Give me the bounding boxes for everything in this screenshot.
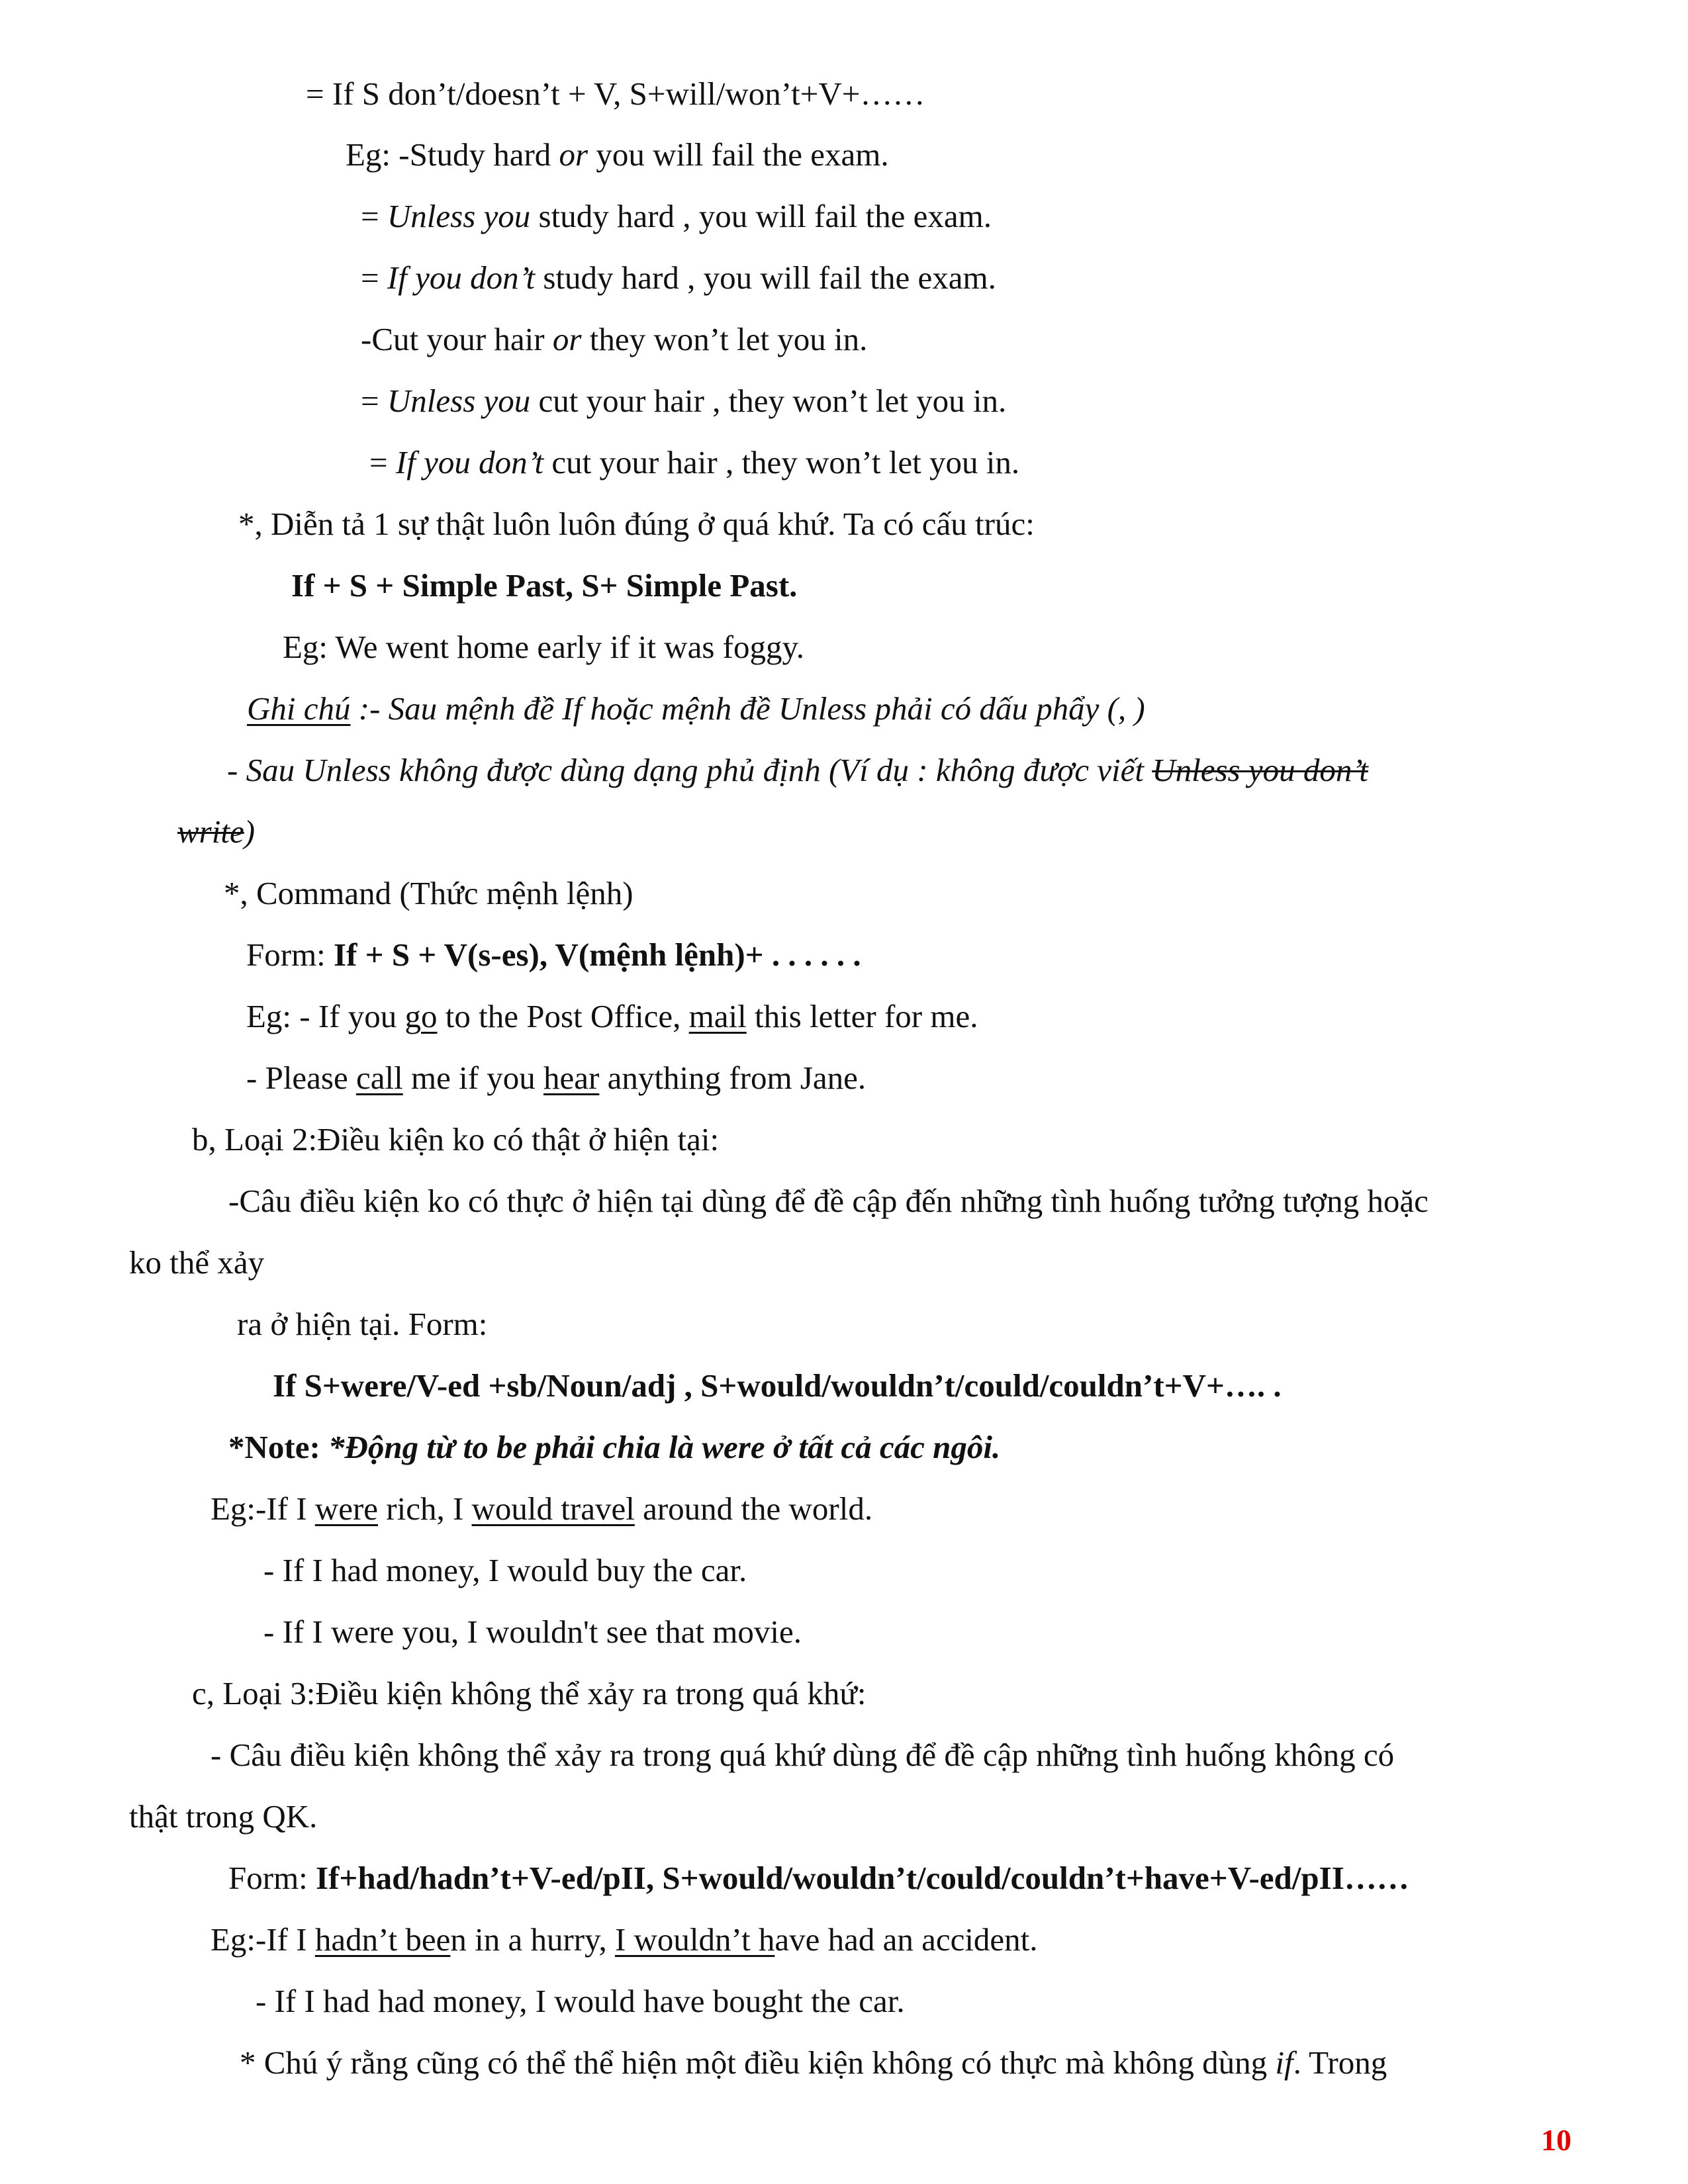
example-text: Eg: -Study hard <box>346 136 559 173</box>
example-text: this letter for me. <box>746 998 978 1034</box>
example-line: - If I had had money, I would have bought the car. <box>256 1983 905 2019</box>
example-text: around the world. <box>634 1490 873 1527</box>
example-line: Eg: We went home early if it was foggy. <box>283 629 805 665</box>
example-line <box>211 1490 872 1527</box>
paragraph-line: -Câu điều kiện ko có thực ở hiện tại dùng để đề cập đến những tình huống tưởng tượng hoặc <box>228 1183 1429 1219</box>
example-text: Eg: - If you <box>246 998 405 1034</box>
example-keyword: If you don’t <box>387 259 536 296</box>
example-text: ave had an accident. <box>774 1921 1038 1958</box>
example-text: - Please <box>246 1060 356 1096</box>
example-line <box>369 444 1019 481</box>
example-text: = <box>369 444 396 480</box>
underlined-word: I wouldn’t h <box>614 1921 775 1958</box>
section-intro: *, Diễn tả 1 sự thật luôn luôn đúng ở quá khứ. Ta có cấu trúc: <box>238 506 1035 542</box>
paragraph-line: thật trong QK. <box>129 1798 318 1835</box>
note-text: - Sau Unless không được dùng dạng phủ định (Ví dụ : không được viết <box>227 752 1152 788</box>
underlined-word: mail <box>688 998 747 1034</box>
formula-line: = If S don’t/doesn’t + V, S+will/won’t+V+…… <box>306 75 925 112</box>
note-line <box>247 690 1145 727</box>
example-keyword: Unless you <box>387 198 531 234</box>
note-line <box>177 813 255 850</box>
example-text: study hard , you will fail the exam. <box>530 198 992 234</box>
example-keyword: If you don’t <box>395 444 544 480</box>
page-number: 10 <box>1541 2123 1571 2157</box>
example-line: - If I were you, I wouldn't see that movie. <box>263 1614 802 1650</box>
example-line <box>211 1921 1038 1958</box>
example-text: Eg:-If I <box>211 1921 315 1958</box>
struck-text: write <box>177 813 244 850</box>
example-text: n in a hurry, <box>450 1921 615 1958</box>
formula-line: If + S + Simple Past, S+ Simple Past. <box>291 567 798 604</box>
note-line <box>228 1429 1000 1466</box>
example-text: cut your hair , they won’t let you in. <box>543 444 1020 480</box>
underlined-word: go <box>404 998 438 1034</box>
underlined-word: would travel <box>471 1490 635 1527</box>
paragraph-text: . Trong <box>1293 2044 1387 2081</box>
example-line <box>246 998 978 1035</box>
example-text: cut your hair , they won’t let you in. <box>530 383 1007 419</box>
underlined-word: call <box>356 1060 403 1096</box>
example-text: = <box>361 198 387 234</box>
example-text: study hard , you will fail the exam. <box>535 259 996 296</box>
example-line: - If I had money, I would buy the car. <box>263 1552 747 1588</box>
section-heading: c, Loại 3:Điều kiện không thể xảy ra trong quá khứ: <box>192 1675 867 1711</box>
note-label: Ghi chú <box>247 690 351 727</box>
formula-text: If+had/hadn’t+V-ed/pII, S+would/wouldn’t/could/couldn’t+have+V-ed/pII…… <box>316 1860 1409 1896</box>
example-line <box>246 1060 866 1097</box>
italic-word: if <box>1275 2044 1293 2081</box>
formula-line <box>228 1860 1409 1897</box>
example-text: anything from Jane. <box>599 1060 867 1096</box>
paragraph-line: - Câu điều kiện không thể xảy ra trong quá khứ dùng để đề cập những tình huống không có <box>211 1737 1395 1773</box>
underlined-word: hear <box>543 1060 600 1096</box>
formula-line: If S+were/V-ed +sb/Noun/adj , S+would/wouldn’t/could/couldn’t+V+…. . <box>273 1367 1282 1404</box>
section-intro: *, Command (Thức mệnh lệnh) <box>224 875 633 911</box>
example-text: Eg:-If I <box>211 1490 315 1527</box>
form-label: Form: <box>246 936 334 973</box>
example-keyword: Unless you <box>387 383 531 419</box>
note-line <box>227 752 1368 789</box>
note-text: :- Sau mệnh đề If hoặc mệnh đề Unless phải có dấu phẩy (, ) <box>350 690 1145 727</box>
example-line <box>361 198 992 235</box>
example-text: me if you <box>402 1060 544 1096</box>
example-line <box>361 321 867 358</box>
note-text: *Động từ to be phải chia là were ở tất cả các ngôi. <box>328 1429 1001 1465</box>
paragraph-line: ra ở hiện tại. Form: <box>237 1306 488 1342</box>
note-text: ) <box>244 813 256 850</box>
example-line <box>361 259 996 296</box>
example-text: -Cut your hair <box>361 321 553 357</box>
paragraph-line <box>240 2044 1387 2081</box>
form-label: Form: <box>228 1860 316 1896</box>
note-label: *Note: <box>228 1429 329 1465</box>
section-heading: b, Loại 2:Điều kiện ko có thật ở hiện tại: <box>192 1121 720 1158</box>
example-text: = <box>361 259 387 296</box>
example-text: you will fail the exam. <box>588 136 889 173</box>
underlined-word: were <box>314 1490 379 1527</box>
paragraph-line: ko thể xảy <box>129 1244 265 1281</box>
struck-text: Unless you don’t <box>1152 752 1368 788</box>
underlined-word: hadn’t bee <box>314 1921 451 1958</box>
example-keyword: or <box>559 136 588 173</box>
example-line <box>346 136 889 173</box>
formula-line <box>246 936 861 974</box>
example-keyword: or <box>552 321 582 357</box>
paragraph-text: * Chú ý rằng cũng có thể thể hiện một điều kiện không có thực mà không dùng <box>240 2044 1276 2081</box>
formula-text: If + S + V(s-es), V(mệnh lệnh)+ . . . . . . <box>334 936 861 973</box>
example-text: = <box>361 383 387 419</box>
example-text: they won’t let you in. <box>581 321 868 357</box>
example-text: rich, I <box>378 1490 472 1527</box>
example-line <box>361 383 1006 420</box>
example-text: to the Post Office, <box>437 998 689 1034</box>
